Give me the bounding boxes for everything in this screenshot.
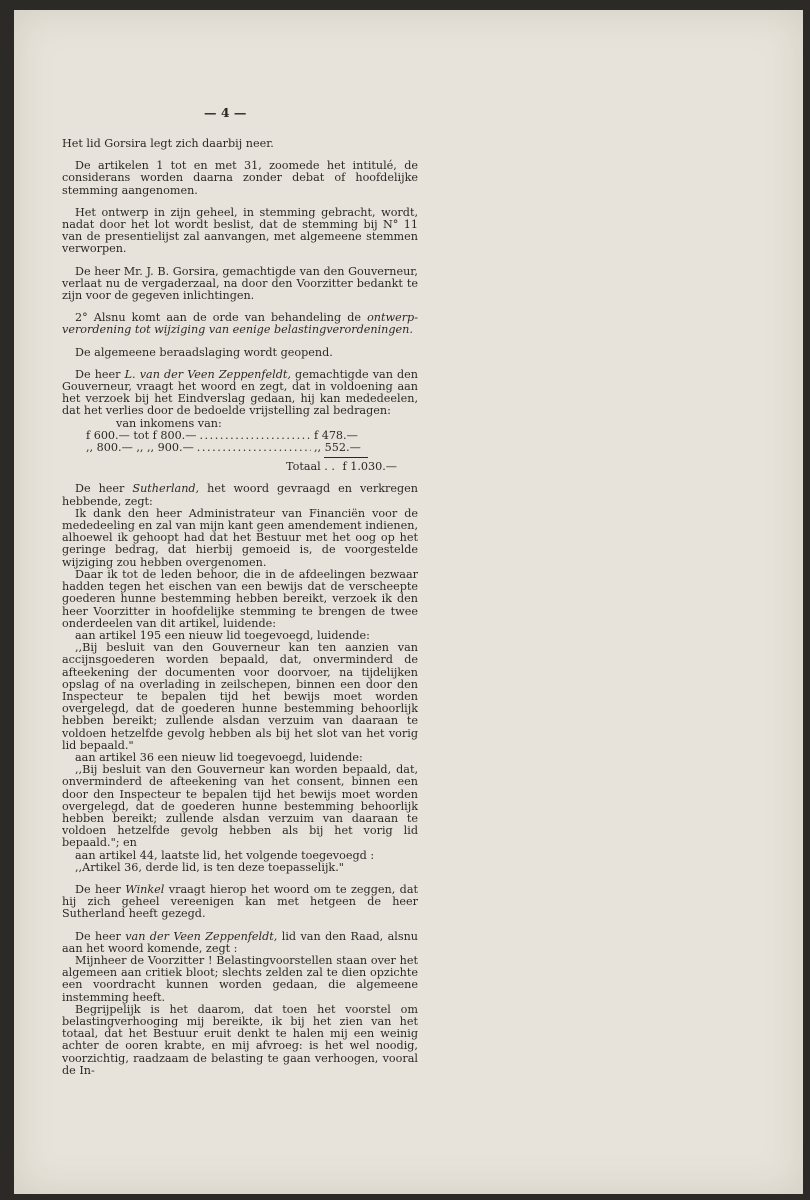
speaker-text: gemachtigde van den Gouverneur, vraagt het woord en zegt, dat in voldoening aan het verzoek bij het Eindverslag gedaan, hij kan mededeelen, dat het verlies door de bedoelde vrijstelling zal bedragen: (62, 367, 419, 418)
page-number: — 4 — (204, 105, 247, 120)
speaker-lead: De heer (75, 929, 126, 943)
quotation: ,,Artikel 36, derde lid, is ten deze toepasselijk." (75, 860, 344, 874)
agenda-item (62, 312, 418, 336)
table-intro: van inkomens van: (116, 416, 222, 430)
paragraph: Ik dank den heer Administrateur van Financiën voor de mededeeling en zal van mijn kant geen amendement indienen, alhoewel ik gehoopt had dat het Bestuur met het oog op het geringe bedrag, dat hierbij gemoeid is, de voorgestelde wijziging zou hebben overgenomen. (62, 506, 418, 569)
speaker-text: vraagt hierop het woord om te zeggen, dat hij zich geheel vereenigen kan met hetgeen de heer Sutherland heeft gezegd. (62, 882, 419, 921)
agenda-item-lead: 2° Alsnu komt aan de orde van behandeling de (75, 311, 368, 325)
speaker-paragraph (62, 369, 418, 418)
agenda-item-title: ontwerp-verordening tot wijziging van eenige belastingverordeningen. (62, 311, 418, 337)
quotation: ,,Bij besluit van den Gouverneur kan worden bepaald, dat, onverminderd de afteekening van het consent, binnen een door den Inspecteur te bepalen tijd het bewijs moet worden overgelegd, dat de goederen hunne bestemming behoorlijk hebben bereikt; zullende alsdan verzuim van daaraan te voldoen hetzelfde gevolg hebben als bij het vorig lid bepaald."; en (62, 763, 418, 850)
leader-dots (199, 430, 311, 442)
speaker-text: het woord gevraagd en verkregen hebbende, zegt: (62, 482, 419, 508)
speaker-paragraph (62, 884, 418, 921)
paragraph: aan artikel 195 een nieuw lid toegevoegd, luidende: (75, 628, 370, 642)
speaker-name: L. van der Veen Zeppenfeldt, (124, 367, 291, 381)
speaker-name: Winkel (125, 882, 165, 896)
table-row (86, 442, 386, 454)
speaker-text: lid van den Raad, alsnu aan het woord komende, zegt : (62, 929, 419, 955)
income-range: ,, 800.— ,, ,, 900.— (86, 441, 194, 455)
loss-amount: f 478.— (314, 428, 358, 442)
document-page (14, 10, 803, 1194)
paragraph: aan artikel 44, laatste lid, het volgende toegevoegd : (75, 848, 375, 862)
paragraph: Mijnheer de Voorzitter ! Belastingvoorstellen staan over het algemeen aan critiek bloot; slechts zelden zal te dien opzichte een voordracht kunnen worden gedaan, die algemeene instemming heeft. (62, 953, 418, 1004)
total-label: Totaal . . (286, 460, 335, 474)
text-column (62, 138, 418, 1077)
paragraph: De algemeene beraadslaging wordt geopend. (75, 345, 333, 359)
sum-rule (324, 457, 368, 458)
speaker-name: van der Veen Zeppenfeldt, (125, 929, 278, 943)
paragraph: De artikelen 1 tot en met 31, zoomede het intitulé, de considerans worden daarna zonder debat of hoofdelijke stemming aangenomen. (62, 159, 418, 197)
speaker-paragraph (62, 483, 418, 507)
leader-dots (197, 442, 311, 454)
paragraph: Het ontwerp in zijn geheel, in stemming gebracht, wordt, nadat door het lot wordt beslist, dat de stemming bij N° 11 van de presentielijst zal aanvangen, met algemeene stemmen verworpen. (62, 205, 418, 256)
speaker-paragraph (62, 931, 418, 955)
total-amount: f 1.030.— (342, 460, 397, 474)
speaker-name: Sutherland, (132, 482, 200, 496)
income-range: f 600.— tot f 800.— (86, 428, 197, 442)
paragraph: aan artikel 36 een nieuw lid toegevoegd, luidende: (75, 750, 363, 764)
speaker-lead: De heer (75, 882, 126, 896)
total-row (86, 460, 397, 474)
paragraph: Het lid Gorsira legt zich daarbij neer. (62, 137, 274, 150)
paragraph: De heer Mr. J. B. Gorsira, gemachtigde van den Gouverneur, verlaat nu de vergaderzaal, na door den Voorzitter bedankt te zijn voor de gegeven inlichtingen. (62, 264, 418, 303)
loss-amount: ,, 552.— (314, 441, 361, 455)
speaker-lead: De heer (75, 367, 125, 381)
loss-table (62, 416, 397, 474)
speaker-lead: De heer (75, 482, 133, 496)
quotation: ,,Bij besluit van den Gouverneur kan ten aanzien van accijnsgoederen worden bepaald, dat, onverminderd de afteekening der documenten voor doorvoer, na tijdelijken opslag of na overlading in zeilschepen, binnen een door den Inspecteur te bepalen tijd het bewijs moet worden overgelegd, dat de goederen hunne bestemming behoorlijk hebben bereikt; zullende alsdan verzuim van daaraan te voldoen hetzelfde gevolg hebben als bij het slot van het vorig lid bepaald." (62, 641, 418, 752)
paragraph: Daar ik tot de leden behoor, die in de afdeelingen bezwaar hadden tegen het eischen van een bewijs dat de verscheepte goederen hunne bestemming hebben bereikt, verzoek ik den heer Voorzitter in hoofdelijke stemming te brengen de twee onderdeelen van dit artikel, luidende: (62, 567, 418, 630)
paragraph: Begrijpelijk is het daarom, dat toen het voorstel om belastingverhooging mij bereikte, ik bij het zien van het totaal, dat het Bestuur eruit denkt te halen mij een weinig achter de ooren krabte, en mij afvroeg: is het wel noodig, voorzichtig, raadzaam de belasting te gaan verhoogen, vooral de In- (62, 1002, 418, 1077)
